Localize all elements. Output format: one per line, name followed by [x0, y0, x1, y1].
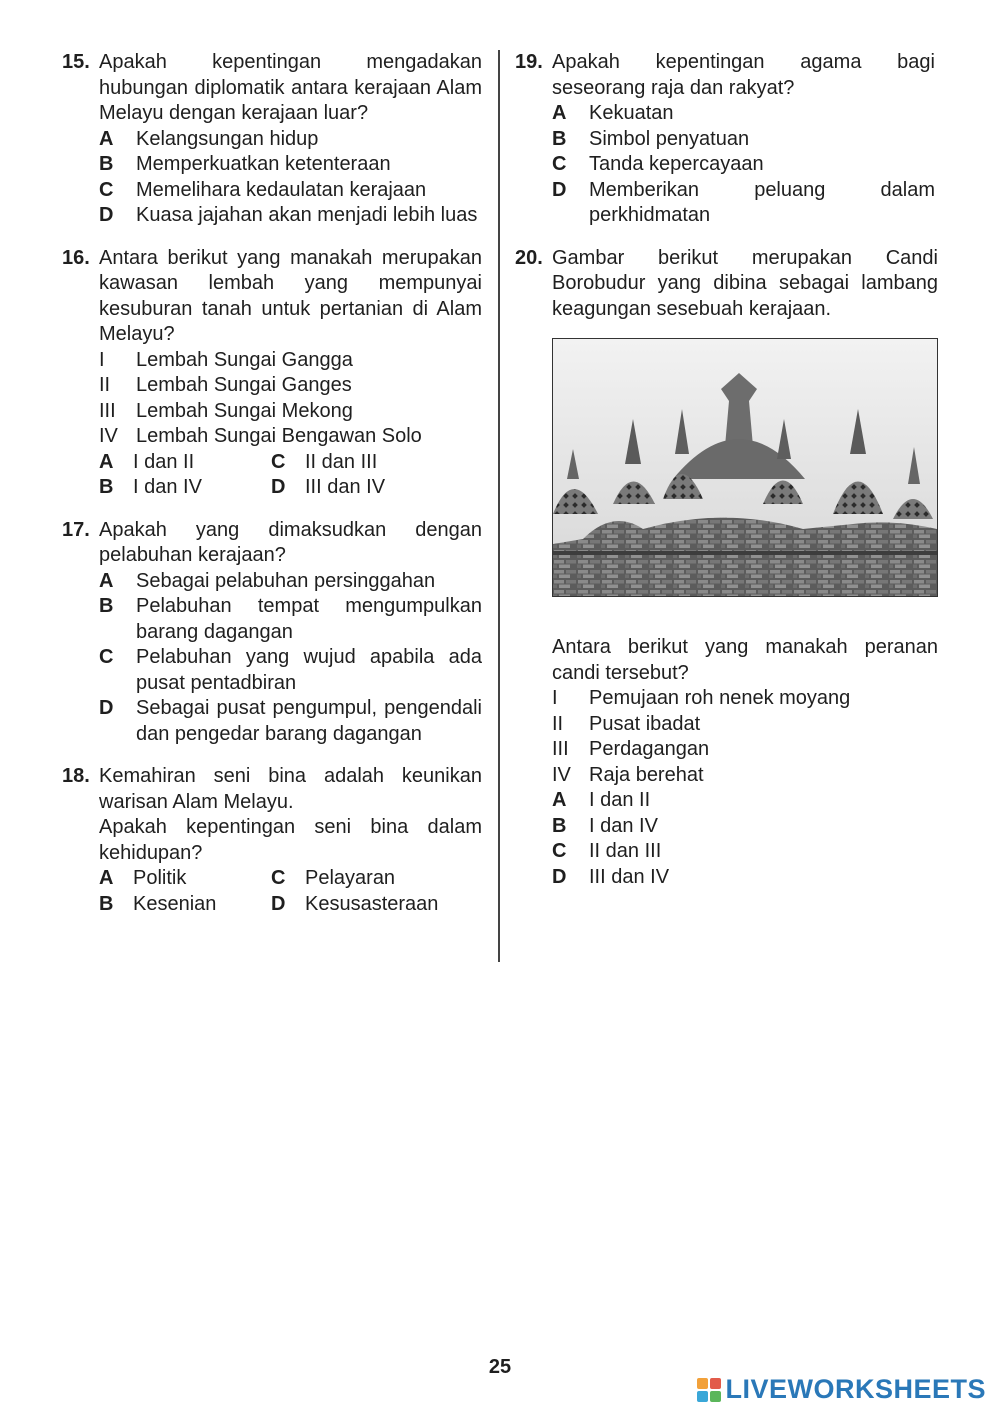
question-17: [62, 518, 482, 748]
option-a[interactable]: A Sebagai pelabuhan persinggahan: [99, 569, 436, 592]
question-number: 18.: [62, 765, 90, 787]
option-c[interactable]: C Memelihara kedaulatan kerajaan: [99, 178, 427, 201]
right-column: [515, 50, 938, 907]
borobudur-temple-photo: [552, 338, 938, 597]
question-number: 16.: [62, 246, 90, 269]
brand-name: LIVEWORKSHEETS: [725, 1374, 986, 1404]
question-number: 20.: [515, 246, 543, 269]
option-d[interactable]: D Sebagai pusat pengumpul, pengendali dan pengedar barang dagangan: [99, 697, 482, 745]
question-number: 19.: [515, 51, 543, 73]
icon-square: [697, 1391, 708, 1402]
statement-iii: III Perdagangan: [552, 738, 710, 760]
option-d[interactable]: D III dan IV: [552, 865, 670, 888]
option-b[interactable]: B I dan IV: [552, 814, 658, 837]
option-b[interactable]: B Memperkuatkan ketenteraan: [99, 153, 391, 175]
option-d[interactable]: D Memberikan peluang dalam perkhidmatan: [552, 178, 935, 226]
statement-ii: II Pusat ibadat: [552, 712, 701, 735]
option-b[interactable]: B I dan IV: [99, 476, 202, 498]
option-b[interactable]: B Kesenian: [99, 892, 217, 915]
question-number: 15.: [62, 51, 90, 73]
option-a[interactable]: A Kelangsungan hidup: [99, 127, 319, 150]
option-d[interactable]: D Kuasa jajahan akan menjadi lebih luas: [99, 204, 478, 226]
option-a[interactable]: A I dan II: [552, 789, 651, 811]
question-stem: Antara berikut yang manakah merupakan kawasan lembah yang mempunyai kesuburan tanah untuk pertanian di Alam Melayu?: [99, 246, 482, 345]
option-b[interactable]: B Simbol penyatuan: [552, 127, 750, 150]
question-stem-2: Antara berikut yang manakah peranan candi tersebut?: [552, 636, 938, 684]
option-c[interactable]: C II dan III: [552, 840, 662, 862]
statement-iv: IV Lembah Sungai Bengawan Solo: [99, 425, 422, 447]
question-18: [62, 764, 482, 917]
statement-i: I Pemujaan roh nenek moyang: [552, 687, 851, 709]
icon-square: [710, 1391, 721, 1402]
stem-line-2: Apakah kepentingan seni bina dalam kehidupan?: [99, 816, 482, 864]
option-c[interactable]: C Pelabuhan yang wujud apabila ada pusat pentadbiran: [99, 646, 482, 694]
option-c[interactable]: C II dan III: [271, 450, 378, 473]
option-b[interactable]: B Pelabuhan tempat mengumpulkan barang dagangan: [99, 595, 482, 643]
question-19: [515, 50, 935, 229]
question-15: [62, 50, 482, 229]
question-stem: Apakah kepentingan mengadakan hubungan diplomatik antara kerajaan Alam Melayu dengan kerajaan luar?: [99, 51, 482, 124]
option-a[interactable]: A Kekuatan: [552, 102, 674, 124]
answer-options: [99, 866, 482, 917]
question-20: [515, 246, 938, 891]
stem-line-1: Kemahiran seni bina adalah keunikan warisan Alam Melayu.: [99, 765, 482, 813]
option-a[interactable]: A Politik: [99, 867, 187, 889]
option-c[interactable]: C Pelayaran: [271, 867, 396, 889]
statement-iii: III Lembah Sungai Mekong: [99, 399, 353, 422]
statement-iv: IV Raja berehat: [552, 763, 704, 786]
option-c[interactable]: C Tanda kepercayaan: [552, 153, 764, 175]
icon-square: [710, 1378, 721, 1389]
question-stem: Gambar berikut merupakan Candi Borobudur yang dibina sebagai lambang keagungan sesebuah kerajaan.: [552, 246, 938, 320]
answer-options: [99, 450, 482, 501]
liveworksheets-icon: [697, 1378, 721, 1402]
question-16: [62, 246, 482, 501]
page-number: 25: [488, 1356, 512, 1378]
question-stem: Apakah yang dimaksudkan dengan pelabuhan kerajaan?: [99, 518, 482, 566]
statement-i: I Lembah Sungai Gangga: [99, 348, 353, 371]
column-divider: [498, 50, 500, 962]
option-d[interactable]: D Kesusasteraan: [271, 892, 439, 915]
question-stem: Apakah kepentingan agama bagi seseorang raja dan rakyat?: [552, 51, 935, 99]
left-column: [62, 50, 482, 934]
liveworksheets-logo[interactable]: [697, 1374, 986, 1405]
option-a[interactable]: A I dan II: [99, 450, 195, 473]
statement-ii: II Lembah Sungai Ganges: [99, 374, 352, 396]
option-d[interactable]: D III dan IV: [271, 476, 386, 498]
question-stem: [99, 764, 482, 866]
question-number: 17.: [62, 518, 90, 541]
icon-square: [697, 1378, 708, 1389]
